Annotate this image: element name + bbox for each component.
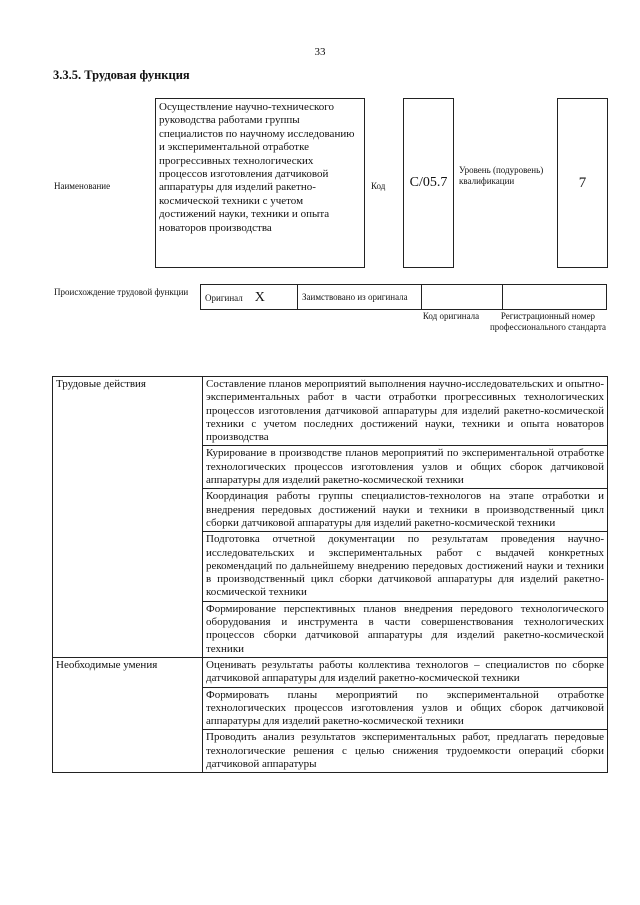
skill-item: Оценивать результаты работы коллектива технологов – специалистов по сборке датчиковой аппаратуры для изделий ракетно-космической техники — [203, 657, 608, 687]
functions-table — [52, 376, 608, 773]
labor-action-item: Формирование перспективных планов внедрения передового технологического оборудования и инструмента в части совершенствования технологических процессов сборки датчиковой аппаратуры для изделий ракетно-космической техники — [203, 601, 608, 657]
skill-item: Формировать планы мероприятий по экспериментальной отработке технологических процессов изготовления узлов и общих сборок датчиковой аппаратуры для изделий ракетно-космической техники — [203, 687, 608, 730]
original-label: Оригинал — [205, 293, 243, 303]
function-name-value: Осуществление научно-технического руководства работами группы специалистов по научному исследованию и экспериментальной отработке прогрессивных технологических процессов изготовления датчиковой аппаратуры для изделий ракетно-космической техники с учетом достижений науки, техники и опыта новаторов производства — [155, 98, 365, 268]
origin-table — [200, 284, 607, 310]
table-row — [53, 657, 608, 687]
qualification-level-label: Уровень (подуровень) квалификации — [459, 165, 544, 186]
labor-action-item: Составление планов мероприятий выполнения научно-исследовательских и опытно-экспериментальных работ в части отработки прогрессивных технологических процессов изготовления датчиковой аппаратуры для изделий ракетно-космической техники с учетом последних достижений науки, техники и опыта новаторов производства — [203, 377, 608, 446]
qualification-level-value — [557, 98, 608, 268]
registration-number-caption: Регистрационный номер профессионального стандарта — [489, 311, 607, 332]
borrowed-cell — [298, 285, 422, 310]
required-skills-label: Необходимые умения — [53, 657, 203, 772]
labor-action-item: Курирование в производстве планов мероприятий по экспериментальной отработке технологических процессов изготовления узлов и общих сборок датчиковой аппаратуры для изделий ракетно-космической техники — [203, 446, 608, 489]
borrowed-label: Заимствовано из оригинала — [302, 291, 408, 302]
table-row — [53, 377, 608, 446]
labor-action-item: Координация работы группы специалистов-технологов на этапе отработки и внедрения передовых достижений науки и техники в производственный цикл сборки датчиковой аппаратуры для изделий ракетно-космической техники — [203, 489, 608, 532]
name-label: Наименование — [54, 181, 111, 191]
original-code-cell — [422, 285, 503, 310]
original-code-caption: Код оригинала — [422, 311, 480, 321]
code-label: Код — [371, 181, 386, 191]
qualification-level-text: 7 — [578, 174, 587, 191]
section-title: 3.3.5. Трудовая функция — [53, 68, 190, 82]
function-code-value — [403, 98, 454, 268]
skill-item: Проводить анализ результатов экспериментальных работ, предлагать передовые технологические решения с целью снижения трудоемкости операций сборки датчиковой аппаратуры — [203, 730, 608, 773]
page-number: 33 — [314, 46, 326, 58]
labor-action-item: Подготовка отчетной документации по результатам проведения научно-исследовательских и экспериментальных работ с выдачей конкретных рекомендаций по дальнейшему внедрению передовых достижений науки и техники в производственный цикл сборки датчиковой аппаратуры для изделий ракетно-космической техники — [203, 532, 608, 601]
origin-label: Происхождение трудовой функции — [54, 287, 189, 297]
labor-actions-label: Трудовые действия — [53, 377, 203, 658]
registration-number-cell — [503, 285, 607, 310]
function-code-text: С/05.7 — [409, 175, 448, 190]
original-mark: X — [254, 290, 265, 305]
original-cell — [201, 285, 298, 310]
